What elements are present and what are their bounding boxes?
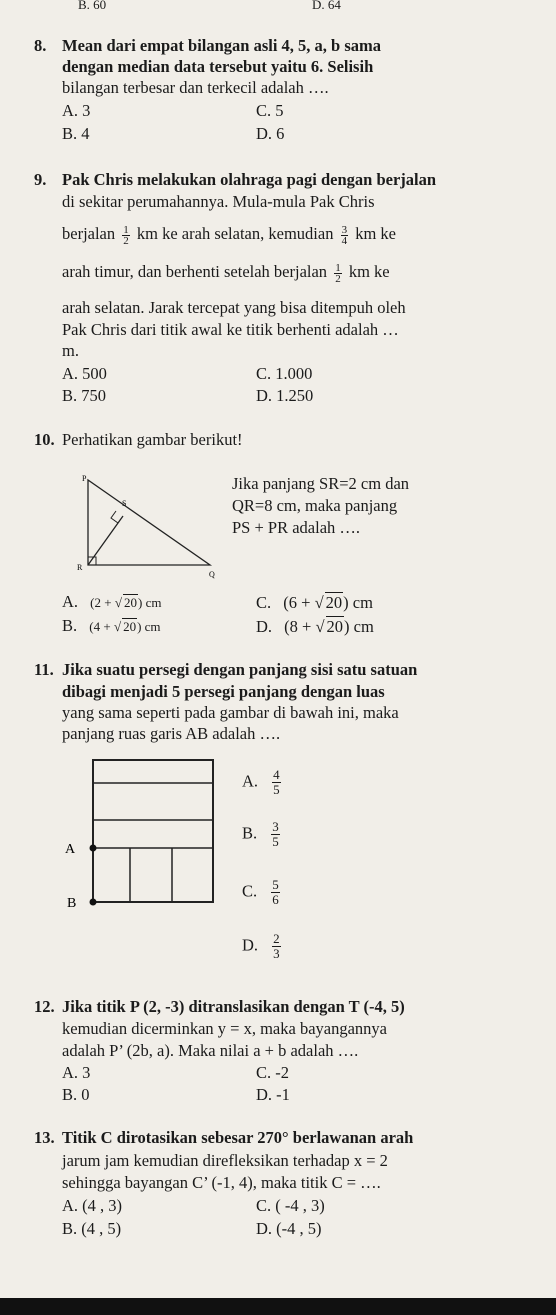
q11-option-a: A. $\frac{4}{5}$ [242,767,280,797]
q13-option-b: B. (4 , 5) [62,1219,122,1238]
q9-line3-start: berjalan [62,224,116,243]
q8-option-b: B. 4 [62,124,90,143]
q13-option-c: C. ( -4 , 3) [256,1196,325,1215]
q11-option-d: D. $\frac{2}{3}$ [242,931,280,961]
q11-text-line-1: Jika suatu persegi dengan panjang sisi satu satuan [62,660,418,679]
q12-text-line-2: kemudian dicerminkan y = x, maka bayangannya [62,1019,387,1038]
label-b: B [67,896,77,910]
q13-text-line-2: jarum jam kemudian direfleksikan terhadap x = 2 [62,1151,388,1170]
q12-option-a: A. 3 [62,1063,91,1082]
q9-text-line-3 [62,224,396,246]
q8-text-line-3: bilangan terbesar dan terkecil adalah …. [62,78,329,97]
label-q: Q [209,570,215,579]
unit-square [93,760,213,902]
q10-option-b: B. (4 + √ 20) cm [62,616,161,635]
q10-text-line-1: Jika panjang SR=2 cm dan [232,474,410,493]
q9-line4-end: km ke [348,262,390,281]
q11-option-c: C. $\frac{5}{6}$ [242,877,279,907]
q9-line4-start: arah timur, dan berhenti setelah berjalan [62,262,328,281]
q9-line3-end: km ke [355,224,396,243]
q13-option-a: A. (4 , 3) [62,1196,123,1215]
point-b [90,899,97,906]
q9-text-line-6: Pak Chris dari titik awal ke titik berhenti adalah … [62,320,399,339]
triangle-pqr [88,480,210,565]
q10-title: Perhatikan gambar berikut! [62,430,243,449]
q12-text-line-1: Jika titik P (2, -3) ditranslasikan dengan T (-4, 5) [62,997,405,1016]
q11-text-line-2: dibagi menjadi 5 persegi panjang dengan luas [62,682,385,701]
q11-text-line-3: yang sama seperti pada gambar di bawah ini, maka [62,703,399,722]
q11-square-figure [55,755,230,910]
q8-option-d: D. 6 [256,124,285,143]
header-prev-option-b: B. 60 [78,0,107,12]
q10-text-line-3: PS + PR adalah …. [232,518,361,537]
q13-number: 13. [34,1128,55,1147]
bottom-dark-band [0,1298,556,1315]
q10-option-c: C. (6 + √ 20) cm [256,593,373,612]
q9-option-b: B. 750 [62,386,107,405]
q9-option-a: A. 500 [62,364,107,383]
q9-text-line-1: Pak Chris melakukan olahraga pagi dengan berjalan [62,170,437,189]
q9-option-d: D. 1.250 [256,386,314,405]
label-s: S [122,499,127,508]
q12-option-c: C. -2 [256,1063,289,1082]
q12-option-d: D. -1 [256,1085,290,1104]
q10-triangle-figure [60,470,230,580]
header-prev-option-d: D. 64 [312,0,341,12]
q13-option-d: D. (-4 , 5) [256,1219,322,1238]
q9-line3-middle: km ke arah selatan, kemudian [136,224,334,243]
q9-text-line-7: m. [62,341,79,360]
q9-text-line-5: arah selatan. Jarak tercepat yang bisa ditempuh oleh [62,298,406,317]
q9-fraction-half-2: $\frac{1}{2}$ [335,261,341,285]
q9-text-line-4 [62,262,390,284]
q8-option-a: A. 3 [62,101,91,120]
q8-text-line-2: dengan median data tersebut yaitu 6. Selisih [62,57,374,76]
q9-number: 9. [34,170,47,189]
q9-fraction-half: $\frac{1}{2}$ [123,223,129,247]
right-angle-mark-s [111,511,118,523]
q8-number: 8. [34,36,47,55]
q11-number: 11. [34,660,54,679]
q10-option-a: A. (2 + √ 20) cm [62,592,162,611]
label-a: A [65,842,76,857]
q13-text-line-1: Titik C dirotasikan sebesar 270° berlawanan arah [62,1128,414,1147]
q10-number: 10. [34,430,55,449]
q9-option-c: C. 1.000 [256,364,313,383]
point-a [90,845,97,852]
q13-text-line-3: sehingga bayangan C’ (-1, 4), maka titik C = …. [62,1173,381,1192]
q9-fraction-three-quarters: $\frac{3}{4}$ [341,223,348,247]
q11-text-line-4: panjang ruas garis AB adalah …. [62,724,281,743]
label-r: R [77,563,83,572]
q10-option-d: D. (8 + √ 20) cm [256,617,374,636]
q9-text-line-2: di sekitar perumahannya. Mula-mula Pak Chris [62,192,375,211]
q8-text-line-1: Mean dari empat bilangan asli 4, 5, a, b sama [62,36,382,55]
q11-option-b: B. $\frac{3}{5}$ [242,819,279,849]
q8-option-c: C. 5 [256,101,284,120]
q10-text-line-2: QR=8 cm, maka panjang [232,496,398,515]
q12-text-line-3: adalah P’ (2b, a). Maka nilai a + b adalah …. [62,1041,359,1060]
q12-number: 12. [34,997,55,1016]
label-p: P [82,474,87,483]
q12-option-b: B. 0 [62,1085,90,1104]
